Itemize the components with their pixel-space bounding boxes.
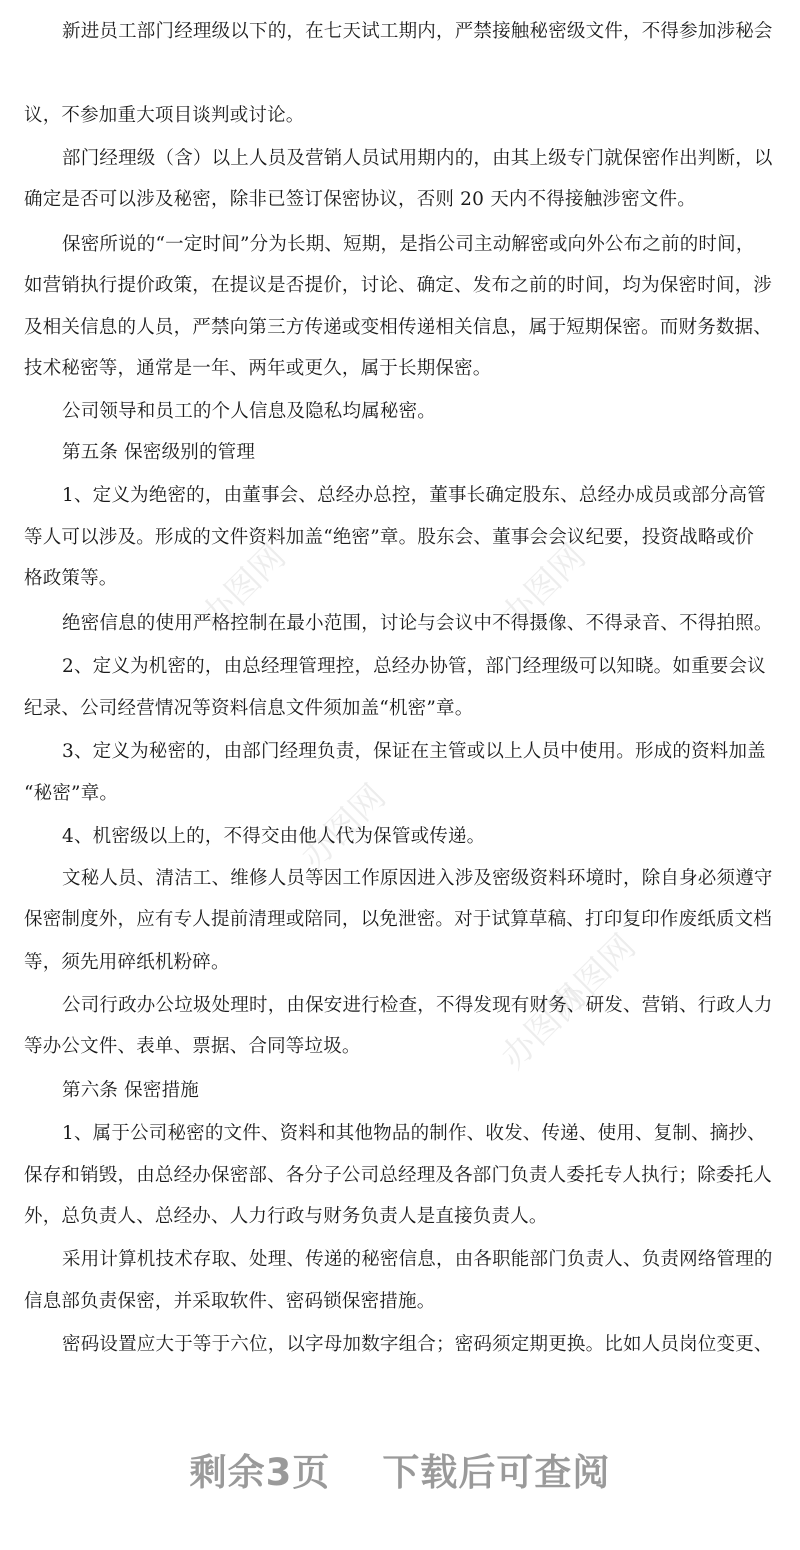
paragraph-line: 1、定义为绝密的，由董事会、总经办总控，董事长确定股东、总经办成员或部分高管 [62, 485, 766, 506]
paragraph-line: 等，须先用碎纸机粉碎。 [24, 952, 230, 973]
section-heading: 第五条 保密级别的管理 [62, 442, 256, 463]
paragraph-line: 及相关信息的人员，严禁向第三方传递或变相传递相关信息，属于短期保密。而财务数据、 [24, 317, 773, 338]
paragraph-line: 保密所说的“一定时间”分为长期、短期，是指公司主动解密或向外公布之前的时间， [62, 234, 755, 255]
paragraph-line: 文秘人员、清洁工、维修人员等因工作原因进入涉及密级资料环境时，除自身必须遵守 [62, 868, 773, 889]
paragraph-line: 等人可以涉及。形成的文件资料加盖“绝密”章。股东会、董事会会议纪要，投资战略或价 [24, 527, 754, 548]
paragraph-line: 2、定义为机密的，由总经理管理控，总经办协管，部门经理级可以知晓。如重要会议 [62, 656, 766, 677]
remaining-pages-label: 剩余3页 [189, 1451, 331, 1494]
paragraph-line: 保存和销毁，由总经办保密部、各分子公司总经理及各部门负责人委托专人执行；除委托人 [24, 1165, 773, 1186]
download-to-view-label: 下载后可查阅 [382, 1451, 611, 1494]
paragraph-line: 公司行政办公垃圾处理时，由保安进行检查，不得发现有财务、研发、营销、行政人力 [62, 995, 773, 1016]
paragraph-line: 保密制度外，应有专人提前清理或陪同，以免泄密。对于试算草稿、打印复印作废纸质文档 [24, 909, 773, 930]
paragraph-line: 等办公文件、表单、票据、合同等垃圾。 [24, 1036, 361, 1057]
paragraph-line: 如营销执行提价政策，在提议是否提价，讨论、确定、发布之前的时间，均为保密时间，涉 [24, 275, 773, 296]
paragraph-line: 议，不参加重大项目谈判或讨论。 [24, 105, 305, 126]
paragraph-line: 格政策等。 [24, 568, 118, 589]
paragraph-line: 3、定义为秘密的，由部门经理负责，保证在主管或以上人员中使用。形成的资料加盖 [62, 741, 766, 762]
paragraph-line: 外，总负责人、总经办、人力行政与财务负责人是直接负责人。 [24, 1206, 548, 1227]
paragraph-line: “秘密”章。 [24, 783, 119, 804]
paragraph-line: 1、属于公司秘密的文件、资料和其他物品的制作、收发、传递、使用、复制、摘抄、 [62, 1123, 766, 1144]
watermark: 办图网 [193, 536, 294, 638]
watermark: 办图网 [493, 976, 594, 1078]
paragraph-line: 密码设置应大于等于六位，以字母加数字组合；密码须定期更换。比如人员岗位变更、 [62, 1334, 773, 1355]
download-prompt-banner[interactable] [0, 1442, 800, 1496]
paragraph-line: 技术秘密等，通常是一年、两年或更久，属于长期保密。 [24, 358, 492, 379]
paragraph-line: 纪录、公司经营情况等资料信息文件须加盖“机密”章。 [24, 698, 474, 719]
paragraph-line: 确定是否可以涉及秘密，除非已签订保密协议，否则 20 天内不得接触涉密文件。 [24, 189, 696, 210]
paragraph-line: 绝密信息的使用严格控制在最小范围，讨论与会议中不得摄像、不得录音、不得拍照。 [62, 613, 773, 634]
watermark: 办图网 [293, 776, 394, 878]
watermark: 办图网 [493, 536, 594, 638]
paragraph-line: 新进员工部门经理级以下的，在七天试工期内，严禁接触秘密级文件，不得参加涉秘会 [62, 21, 773, 42]
paragraph-line: 部门经理级（含）以上人员及营销人员试用期内的，由其上级专门就保密作出判断，以 [62, 148, 773, 169]
paragraph-line: 4、机密级以上的，不得交由他人代为保管或传递。 [62, 826, 486, 847]
paragraph-line: 采用计算机技术存取、处理、传递的秘密信息，由各职能部门负责人、负责网络管理的 [62, 1249, 773, 1270]
paragraph-line: 公司领导和员工的个人信息及隐私均属秘密。 [62, 401, 437, 422]
watermark: 办图网 [543, 926, 644, 1028]
paragraph-line: 信息部负责保密，并采取软件、密码锁保密措施。 [24, 1291, 436, 1312]
section-heading: 第六条 保密措施 [62, 1080, 199, 1101]
